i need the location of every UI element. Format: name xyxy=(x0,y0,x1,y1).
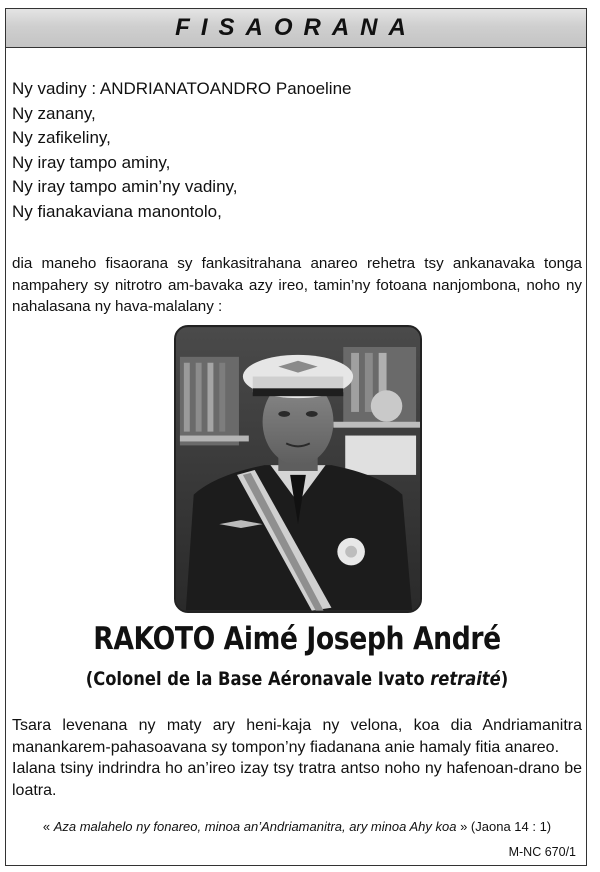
announcement-frame xyxy=(5,8,587,866)
quote-close: » xyxy=(460,819,468,834)
header-banner xyxy=(6,9,586,48)
family-line: Ny iray tampo amin’ny vadiny, xyxy=(12,177,238,196)
rank-close: ) xyxy=(500,668,509,690)
message-paragraph: Tsara levenana ny maty ary heni-kaja ny velona, koa dia Andriamanitra manankarem-pahasoavana sy tompon’ny fiadanana anie hamaly fitia anareo. xyxy=(12,717,582,756)
family-line: Ny zafikeliny, xyxy=(12,128,111,147)
portrait-photo xyxy=(174,325,422,613)
portrait-illustration xyxy=(176,327,420,611)
page-title: FISAORANA xyxy=(175,14,417,41)
deceased-rank xyxy=(47,668,548,690)
message-block xyxy=(12,715,582,801)
reference-code: M-NC 670/1 xyxy=(508,845,576,859)
message-paragraph: Ialana tsiny indrindra ho an’ireo izay tsy tratra antso noho ny hafenoan-drano be loatra. xyxy=(12,760,582,799)
family-line: Ny zanany, xyxy=(12,103,96,123)
family-line: Ny fianakaviana manontolo, xyxy=(12,201,222,221)
family-line: Ny vadiny : ANDRIANATOANDRO Panoeline xyxy=(12,79,352,98)
bible-quote xyxy=(6,819,588,834)
family-line: Ny iray tampo aminy, xyxy=(12,152,171,172)
rank-italic: retraité xyxy=(430,668,501,690)
deceased-name: RAKOTO Aimé Joseph André xyxy=(93,621,501,657)
quote-source: (Jaona 14 : 1) xyxy=(470,819,552,834)
quote-text: Aza malahelo ny fonareo, minoa an’Andriamanitra, ary minoa Ahy koa xyxy=(53,819,457,834)
intro-paragraph: dia maneho fisaorana sy fankasitrahana anareo rehetra tsy ankanavaka tonga nampahery sy nitrotro am-bavaka azy ireo, tamin’ny fotoana nanjombona, noho ny nahalasana ny hava-malalany : xyxy=(12,255,582,315)
quote-open: « xyxy=(42,819,51,834)
rank-text: (Colonel de la Base Aéronavale Ivato xyxy=(85,668,431,690)
family-list xyxy=(12,77,352,224)
